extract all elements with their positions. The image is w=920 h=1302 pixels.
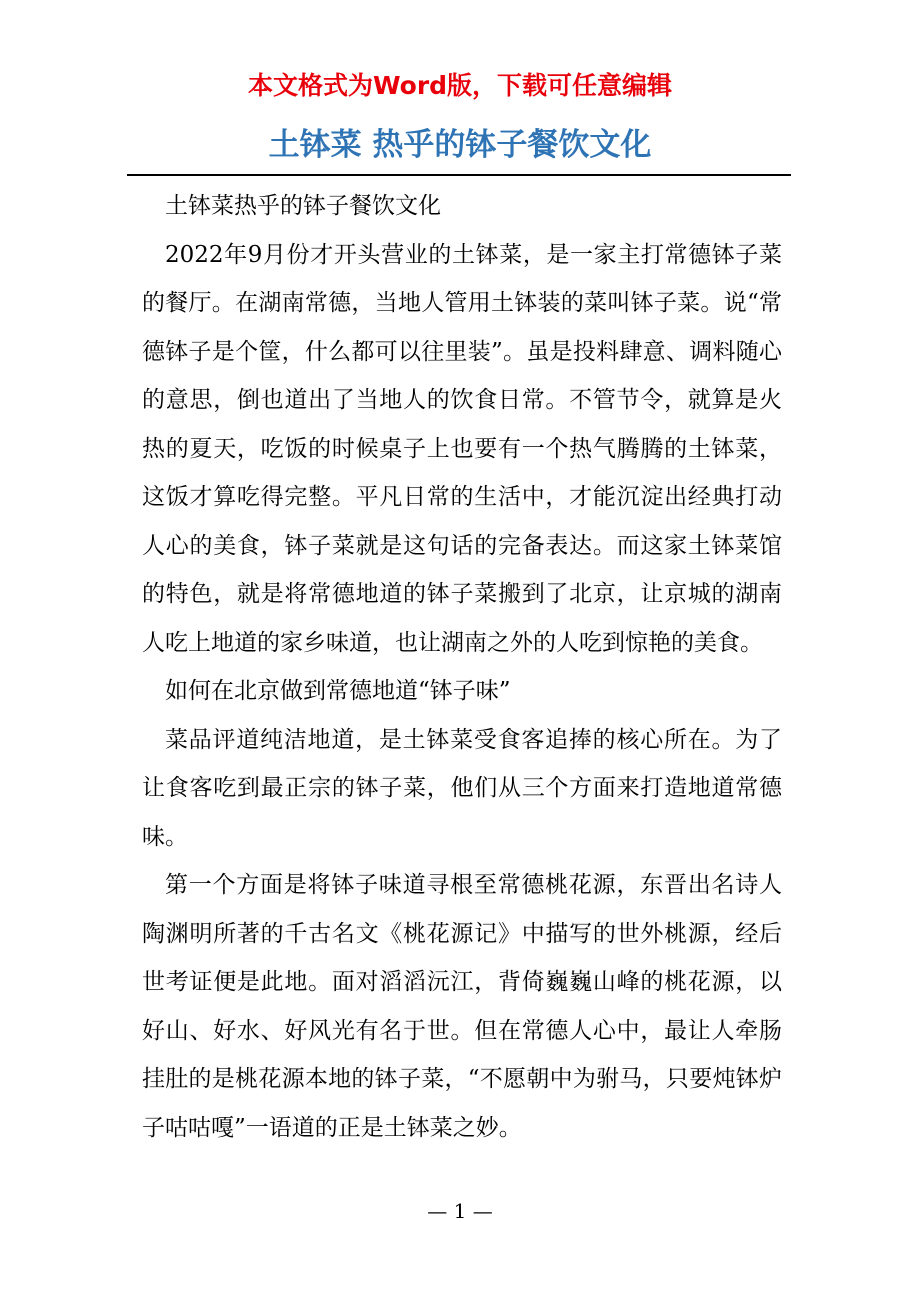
download-notice-banner: 本文格式为Word版，下载可任意编辑 xyxy=(247,71,673,100)
section-heading: 如何在北京做到常德地道“钵子味” xyxy=(165,678,511,704)
body-paragraph: 土钵菜热乎的钵子餐饮文化 xyxy=(165,193,441,219)
title-underline-rule xyxy=(127,174,791,176)
document-title: 土钵菜 热乎的钵子餐饮文化 xyxy=(268,127,652,163)
body-paragraph: 2022年9月份才开头营业的土钵菜，是一家主打常德钵子菜的餐厅。在湖南常德，当地人管用土钵装的菜叫钵子菜。说“常德钵子是个筐，什么都可以往里装”。虽是投料肆意、调料随心的意思，倒也道出了当地人的饮食日常。不管节令，就算是火热的夏天，吃饭的时候桌子上也要有一个热气腾腾的土钵菜，这饭才算吃得完整。平凡日常的生活中，才能沉淀出经典打动人心的美食，钵子菜就是这句话的完备表达。而这家土钵菜馆的特色，就是将常德地道的钵子菜搬到了北京，让京城的湖南人吃上地道的家乡味道，也让湖南之外的人吃到惊艳的美食。 xyxy=(142,241,782,656)
body-paragraph: 第一个方面是将钵子味道寻根至常德桃花源，东晋出名诗人陶渊明所著的千古名文《桃花源记》中描写的世外桃源，经后世考证便是此地。面对滔滔沅江，背倚巍巍山峰的桃花源，以好山、好水、好风光有名于世。但在常德人心中，最让人牵肠挂肚的是桃花源本地的钵子菜，“不愿朝中为驸马，只要炖钵炉子咕咕嘎”一语道的正是土钵菜之妙。 xyxy=(142,872,782,1141)
body-paragraph: 菜品评道纯洁地道，是土钵菜受食客追捧的核心所在。为了让食客吃到最正宗的钵子菜，他们从三个方面来打造地道常德味。 xyxy=(142,726,782,850)
page-number: — 1 — xyxy=(427,1199,493,1223)
document-body xyxy=(142,182,782,1152)
